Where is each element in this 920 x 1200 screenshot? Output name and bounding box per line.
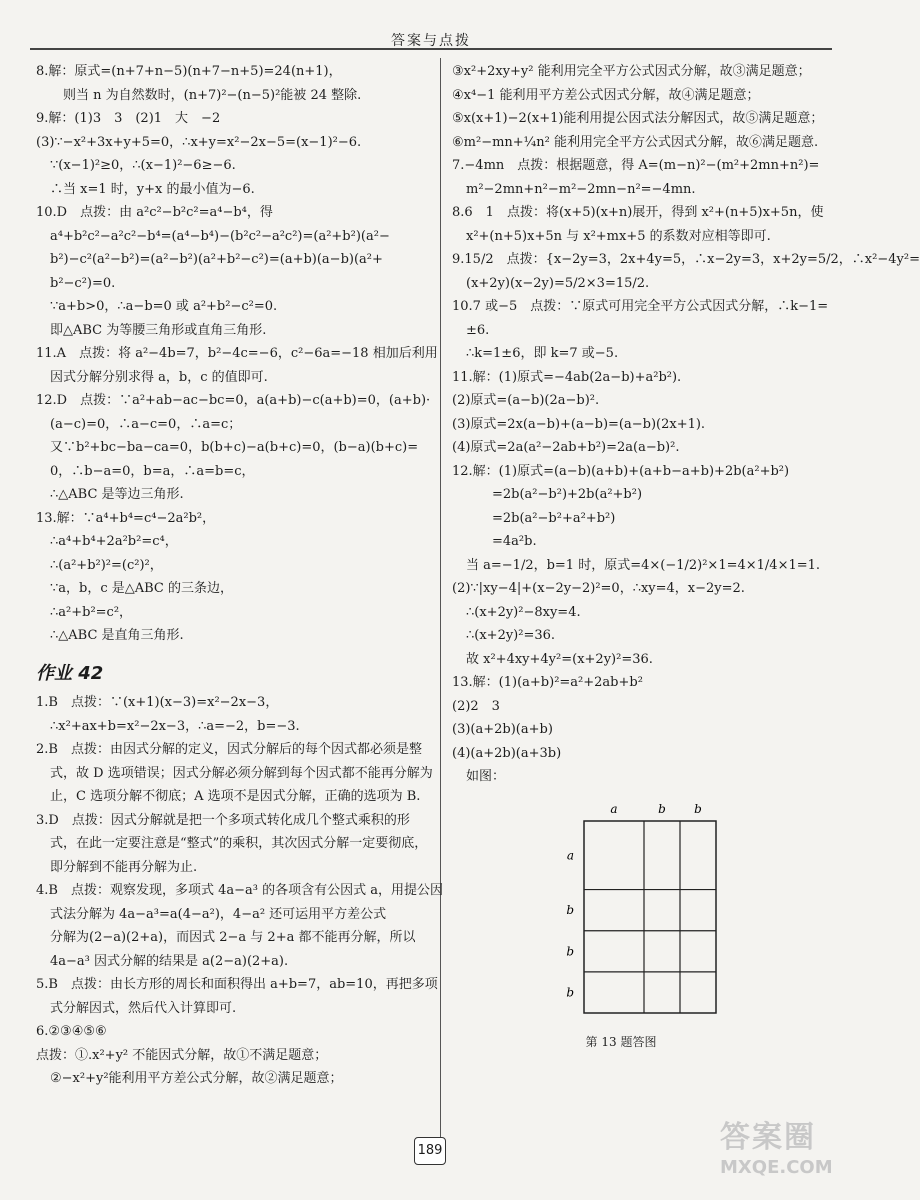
- text-line: 3.D 点拨：因式分解就是把一个多项式转化成几个整式乘积的形: [36, 812, 410, 828]
- text-line: 止，C 选项分解不彻底；A 选项不是因式分解，正确的选项为 B.: [50, 789, 421, 804]
- text-line: (3)(a+2b)(a+b): [452, 722, 553, 737]
- text-line: ∴△ABC 是等边三角形.: [50, 487, 184, 502]
- watermark-text: 答案圈: [720, 1120, 816, 1155]
- right-column: [452, 60, 920, 1054]
- figure-13-area: [452, 791, 830, 1031]
- text-line: (a−c)=0，∴a−c=0，∴a=c；: [50, 416, 242, 432]
- text-line: 则当 n 为自然数时，(n+7)²−(n−5)²能被 24 整除.: [50, 87, 362, 103]
- page-header: [30, 0, 832, 50]
- text-line: =4a²b.: [492, 534, 537, 549]
- watermark-url: MXQE.COM: [720, 1157, 833, 1178]
- text-line: =2b(a²−b²)+2b(a²+b²): [492, 487, 643, 502]
- text-line: ∵a+b>0，∴a−b=0 或 a²+b²−c²=0.: [50, 299, 278, 314]
- header-title: 答案与点拨: [391, 33, 471, 49]
- text-line: 11.A 点拨：将 a²−4b=7，b²−4c=−6，c²−6a=−18 相加后利用: [36, 346, 438, 361]
- text-line: 4.B 点拨：观察发现，多项式 4a−a³ 的各项含有公因式 a，用提公因: [36, 883, 443, 898]
- text-line: 6.②③④⑤⑥: [36, 1024, 107, 1039]
- top-label: b: [658, 801, 666, 816]
- text-line: 点拨：①.x²+y² 不能因式分解，故①不满足题意；: [36, 1047, 328, 1063]
- text-line: a⁴+b²c²−a²c²−b⁴=(a⁴−b⁴)−(b²c²−a²c²)=(a²+b²)(a²−: [50, 228, 390, 244]
- text-line: 10.D 点拨：由 a²c²−b²c²=a⁴−b⁴，得: [36, 205, 273, 220]
- text-line: 1.B 点拨：∵(x+1)(x−3)=x²−2x−3，: [36, 695, 279, 710]
- text-line: ⑤x(x+1)−2(x+1)能利用提公因式法分解因式，故⑤满足题意；: [452, 111, 824, 126]
- text-line: 10.7 或−5 点拨：∵原式可用完全平方公式因式分解，∴k−1=: [452, 299, 829, 314]
- text-line: x²+(n+5)x+5n 与 x²+mx+5 的系数对应相等即可.: [466, 228, 771, 244]
- text-line: m²−2mn+n²−m²−2mn−n²=−4mn.: [466, 181, 696, 197]
- text-line: 7.−4mn 点拨：根据题意，得 A=(m−n)²−(m²+2mn+n²)=: [452, 158, 820, 173]
- text-line: ③x²+2xy+y² 能利用完全平方公式因式分解，故③满足题意；: [452, 64, 811, 79]
- text-line: 当 a=−1/2，b=1 时，原式=4×(−1/2)²×1=4×1/4×1=1.: [466, 557, 821, 573]
- page-number: 189: [414, 1137, 446, 1165]
- top-label: b: [694, 801, 702, 816]
- text-line: ∴a²+b²=c²，: [50, 604, 133, 620]
- text-line: 式，故 D 选项错误；因式分解必须分解到每个因式都不能再分解为: [50, 765, 433, 781]
- text-line: ∵(x−1)²≥0，∴(x−1)²−6≥−6.: [50, 158, 236, 173]
- homework-42-answers-block: [36, 691, 443, 1091]
- text-line: ∴(x+2y)²−8xy=4.: [466, 604, 581, 620]
- side-label: b: [566, 984, 574, 999]
- right-answers-block: [452, 60, 920, 789]
- text-line: (2)原式=(a−b)(2a−b)².: [452, 393, 600, 408]
- text-line: 4a−a³ 因式分解的结果是 a(2−a)(2+a).: [50, 953, 289, 969]
- text-line: 11.解：(1)原式=−4ab(2a−b)+a²b²).: [452, 369, 682, 385]
- text-line: ∴△ABC 是直角三角形.: [50, 628, 184, 643]
- text-line: 即△ABC 为等腰三角形或直角三角形.: [50, 322, 267, 338]
- text-line: ∴a⁴+b⁴+2a²b²=c⁴，: [50, 534, 178, 549]
- text-line: 5.B 点拨：由长方形的周长和面积得出 a+b=7，ab=10，再把多项: [36, 977, 438, 992]
- text-line: 9.解：(1)3 3 (2)1 大 −2: [36, 111, 221, 126]
- text-line: 分解为(2−a)(2+a)，而因式 2−a 与 2+a 都不能再分解，所以: [50, 930, 416, 945]
- left-column: [36, 60, 443, 1091]
- text-line: 0，∴b−a=0，b=a，∴a=b=c，: [50, 463, 255, 479]
- text-line: 13.解：∵a⁴+b⁴=c⁴−2a²b²，: [36, 510, 216, 526]
- text-line: 因式分解分别求得 a，b，c 的值即可.: [50, 369, 268, 385]
- watermark-logo: [720, 1120, 840, 1190]
- text-line: 故 x²+4xy+4y²=(x+2y)²=36.: [466, 651, 653, 667]
- text-line: 8.6 1 点拨：将(x+5)(x+n)展开，得到 x²+(n+5)x+5n，使: [452, 205, 824, 220]
- text-line: (x+2y)(x−2y)=5/2×3=15/2.: [466, 275, 650, 291]
- left-answers-block: [36, 60, 438, 648]
- text-line: 式，在此一定要注意是“整式”的乘积，其次因式分解一定要彻底，: [50, 836, 428, 851]
- text-line: 9.15/2 点拨：{x−2y=3，2x+4y=5，∴x−2y=3，x+2y=5/2，∴x²−4y²=: [452, 252, 920, 267]
- text-line: 又∵b²+bc−ba−ca=0，b(b+c)−a(b+c)=0，(b−a)(b+c)=: [50, 440, 419, 455]
- text-line: 即分解到不能再分解为止.: [50, 859, 198, 875]
- area-grid-figure: [452, 791, 752, 1031]
- text-line: ∴(a²+b²)²=(c²)²，: [50, 557, 163, 573]
- text-line: b²−c²)=0.: [50, 275, 116, 291]
- text-line: 式分解因式，然后代入计算即可.: [50, 1000, 237, 1016]
- side-label: b: [566, 902, 574, 917]
- text-line: (3)原式=2x(a−b)+(a−b)=(a−b)(2x+1).: [452, 416, 706, 432]
- side-label: a: [566, 847, 574, 862]
- grid-outline: [584, 821, 716, 1013]
- text-line: (4)原式=2a(a²−2ab+b²)=2a(a−b)².: [452, 440, 680, 455]
- text-line: b²)−c²(a²−b²)=(a²−b²)(a²+b²−c²)=(a+b)(a−b)(a²+: [50, 252, 383, 267]
- text-line: ⑥m²−mn+¼n² 能利用完全平方公式因式分解，故⑥满足题意.: [452, 134, 819, 150]
- text-line: 12.D 点拨：∵a²+ab−ac−bc=0，a(a+b)−c(a+b)=0，(a+b)·: [36, 393, 431, 408]
- text-line: (4)(a+2b)(a+3b): [452, 745, 562, 761]
- text-line: ±6.: [466, 322, 490, 338]
- text-line: ∴x²+ax+b=x²−2x−3，∴a=−2，b=−3.: [50, 718, 300, 734]
- text-line: ∴(x+2y)²=36.: [466, 628, 556, 643]
- text-line: (2)∵|xy−4|+(x−2y−2)²=0，∴xy=4，x−2y=2.: [452, 581, 745, 596]
- column-divider: [440, 58, 441, 1143]
- text-line: ∴k=1±6，即 k=7 或−5.: [466, 346, 619, 361]
- text-line: ④x⁴−1 能利用平方差公式因式分解，故④满足题意；: [452, 87, 760, 103]
- text-line: =2b(a²−b²+a²+b²): [492, 510, 616, 526]
- text-line: (3)∵−x²+3x+y+5=0，∴x+y=x²−2x−5=(x−1)²−6.: [36, 134, 362, 150]
- top-label: a: [610, 801, 618, 816]
- text-line: 如图：: [466, 769, 506, 784]
- text-line: 式法分解为 4a−a³=a(4−a²)，4−a² 还可运用平方差公式: [50, 906, 387, 922]
- section-heading: 作业 42: [36, 662, 104, 684]
- text-line: ∴当 x=1 时，y+x 的最小值为−6.: [50, 181, 255, 197]
- text-line: 13.解：(1)(a+b)²=a²+2ab+b²: [452, 675, 643, 690]
- side-label: b: [566, 943, 574, 958]
- text-line: ∵a，b，c 是△ABC 的三条边，: [50, 581, 234, 596]
- text-line: 8.解：原式=(n+7+n−5)(n+7−n+5)=24(n+1)，: [36, 64, 342, 79]
- text-line: (2)2 3: [452, 698, 500, 714]
- figure-caption: 第 13 题答图: [585, 1034, 657, 1049]
- text-line: 12.解：(1)原式=(a−b)(a+b)+(a+b−a+b)+2b(a²+b²): [452, 463, 790, 479]
- text-line: ②−x²+y²能利用平方差公式分解，故②满足题意；: [50, 1071, 343, 1086]
- text-line: 2.B 点拨：由因式分解的定义，因式分解后的每个因式都必须是整: [36, 742, 422, 757]
